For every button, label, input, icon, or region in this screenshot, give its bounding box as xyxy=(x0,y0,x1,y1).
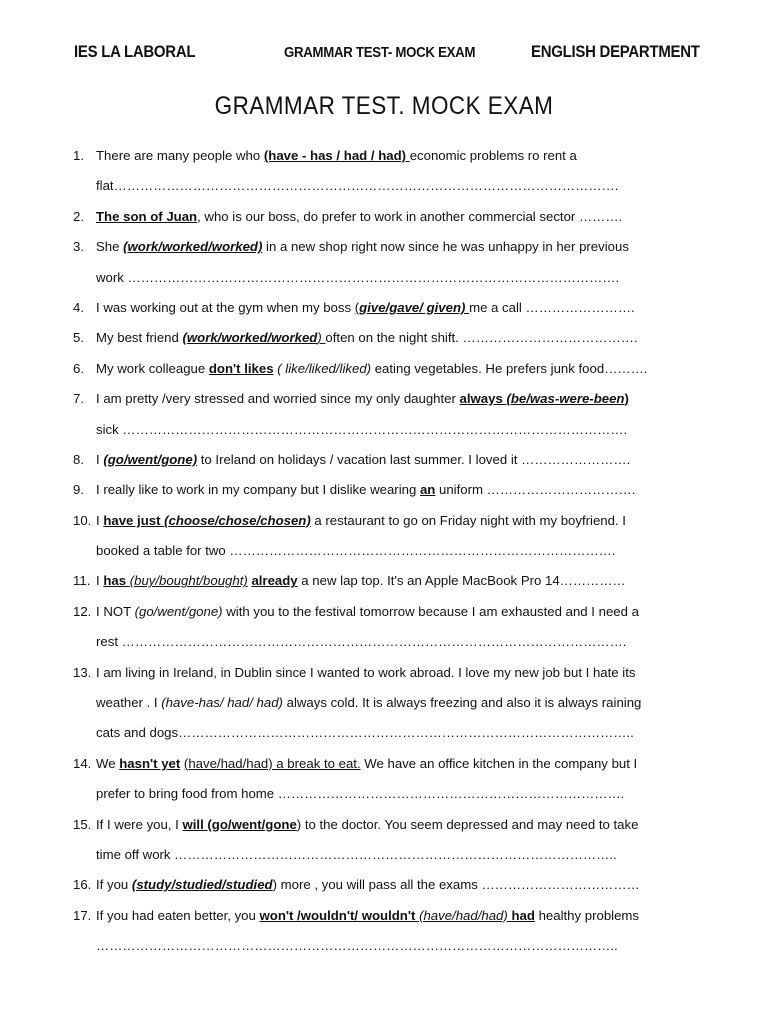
question-line xyxy=(0,448,768,478)
question-number: 15. xyxy=(73,816,92,832)
question-number: 1. xyxy=(73,148,84,163)
emphasized-text: won't /wouldn't/ wouldn't xyxy=(259,907,420,923)
text-segment: If you xyxy=(96,877,132,893)
question-text xyxy=(96,539,616,563)
question-text xyxy=(96,569,626,593)
question-line xyxy=(0,934,768,964)
question-line xyxy=(0,144,768,174)
text-segment: My best friend xyxy=(96,330,183,346)
question-item xyxy=(0,600,768,661)
text-segment: ) to the doctor. You seem depressed and may need to take xyxy=(296,816,639,832)
question-line xyxy=(0,782,768,812)
question-line xyxy=(0,478,768,508)
question-line xyxy=(0,661,768,691)
question-text xyxy=(96,873,640,897)
question-item xyxy=(0,357,768,387)
question-text xyxy=(96,691,641,715)
text-segment: prefer to bring food from home ……………………………………………………………………. xyxy=(96,786,625,802)
question-text xyxy=(96,630,626,654)
question-line xyxy=(0,235,768,265)
text-segment: I am pretty /very stressed and worried since my only daughter xyxy=(96,391,460,407)
text-segment: often on the night shift. …………………………………. xyxy=(325,330,638,346)
question-text xyxy=(96,418,627,442)
text-segment: I xyxy=(96,512,104,528)
question-number: 11. xyxy=(73,573,91,589)
emphasized-text: have just xyxy=(103,512,165,528)
question-number: 4. xyxy=(73,299,84,315)
question-text xyxy=(96,934,618,958)
question-line xyxy=(0,357,768,387)
emphasized-text: don't likes xyxy=(208,360,274,376)
text-segment: flat……………………………………………………………………………………………………. xyxy=(96,178,619,194)
question-text xyxy=(96,144,577,168)
emphasized-text: give/gave/ given) xyxy=(359,299,470,315)
question-text xyxy=(96,721,634,745)
emphasized-text: ( like/liked/liked) xyxy=(277,360,372,376)
text-segment: sick ……………………………………………………………………………………………………. xyxy=(96,421,628,437)
school-name: IES LA LABORAL xyxy=(74,42,196,61)
question-line xyxy=(0,630,768,660)
text-segment: uniform ……………………………. xyxy=(435,482,636,498)
question-line xyxy=(0,752,768,782)
question-line xyxy=(0,691,768,721)
text-segment: I xyxy=(96,451,104,467)
text-segment: with you to the festival tomorrow because I am exhausted and I need a xyxy=(222,603,639,619)
question-item xyxy=(0,478,768,508)
emphasized-text: (go/went/gone) xyxy=(134,603,223,619)
emphasized-text: (choose/chose/chosen) xyxy=(164,512,311,528)
question-item xyxy=(0,873,768,903)
question-item xyxy=(0,448,768,478)
emphasized-text: The son of Juan xyxy=(96,208,198,224)
text-segment: time off work ……………………………………………………………………………………….. xyxy=(96,846,617,862)
question-number: 7. xyxy=(73,391,84,407)
question-line xyxy=(0,813,768,843)
emphasized-text: (work/worked/worked) xyxy=(123,239,263,255)
question-line xyxy=(0,296,768,326)
question-line xyxy=(0,418,768,448)
text-segment: cats and dogs………………………………………………………………………………………….. xyxy=(96,725,634,741)
question-item xyxy=(0,296,768,326)
text-segment: rest ……………………………………………………………………………………………………. xyxy=(96,634,627,650)
text-segment: eating vegetables. He prefers junk food………. xyxy=(371,360,648,376)
question-number: 5. xyxy=(73,330,84,346)
question-item xyxy=(0,752,768,813)
text-segment: My work colleague xyxy=(96,360,209,376)
text-segment: always cold. It is always freezing and also it is always raining xyxy=(282,695,642,711)
question-item xyxy=(0,509,768,570)
question-number: 17. xyxy=(73,907,92,923)
text-segment: a new lap top. It's an Apple MacBook Pro 14…………… xyxy=(297,573,626,589)
emphasized-text: ) xyxy=(624,391,629,407)
question-line xyxy=(0,174,768,204)
question-number: 13. xyxy=(73,664,92,680)
emphasized-text: had xyxy=(511,907,535,923)
text-segment: I am living in Ireland, in Dublin since I wanted to work abroad. I love my new job but I hate its xyxy=(96,664,636,680)
question-line xyxy=(0,600,768,630)
emphasized-text: has xyxy=(103,573,130,589)
question-text xyxy=(96,904,639,928)
emphasized-text: (have/had/had) a break to eat. xyxy=(183,755,361,771)
text-segment: If I were you, I xyxy=(96,816,183,832)
text-segment: in a new shop right now since he was unhappy in her previous xyxy=(262,239,629,255)
question-line xyxy=(0,569,768,599)
question-text xyxy=(96,661,636,685)
question-text xyxy=(96,266,619,290)
question-text xyxy=(96,296,635,320)
question-item xyxy=(0,569,768,599)
text-segment: We xyxy=(96,755,120,771)
question-item xyxy=(0,144,768,205)
question-number: 9. xyxy=(73,482,84,498)
question-text xyxy=(96,235,629,259)
emphasized-text: an xyxy=(419,482,436,498)
question-number: 3. xyxy=(73,239,84,255)
question-number: 12. xyxy=(73,603,92,619)
question-text xyxy=(96,509,626,533)
question-number: 14. xyxy=(73,755,92,771)
header-exam-title: GRAMMAR TEST- MOCK EXAM xyxy=(284,44,476,61)
question-text xyxy=(96,600,639,624)
question-item xyxy=(0,235,768,296)
question-item xyxy=(0,813,768,874)
emphasized-text: (study/studied/studied xyxy=(131,877,273,893)
emphasized-text: will (go/went/gone xyxy=(182,816,297,832)
question-line xyxy=(0,266,768,296)
emphasized-text: (be/was-were-been xyxy=(506,391,625,407)
question-line xyxy=(0,904,768,934)
question-text xyxy=(96,843,617,867)
department-name: ENGLISH DEPARTMENT xyxy=(531,42,700,61)
emphasized-text: ) xyxy=(317,330,326,346)
page-title: GRAMMAR TEST. MOCK EXAM xyxy=(214,92,554,120)
question-text xyxy=(96,478,635,502)
question-item xyxy=(0,387,768,448)
emphasized-text: (have/had/had) xyxy=(419,907,512,923)
text-segment: She xyxy=(96,239,124,255)
text-segment: I xyxy=(96,573,104,589)
text-segment: me a call ……………………. xyxy=(469,299,635,315)
question-number: 2. xyxy=(73,208,84,224)
question-line xyxy=(0,326,768,356)
question-item xyxy=(0,205,768,235)
text-segment: We have an office kitchen in the company but I xyxy=(360,755,638,771)
question-item xyxy=(0,661,768,752)
text-segment: There are many people who xyxy=(96,148,264,163)
question-text xyxy=(96,752,637,776)
question-text xyxy=(96,205,622,229)
emphasized-text: (work/worked/worked xyxy=(182,330,318,346)
question-line xyxy=(0,539,768,569)
text-segment: I was working out at the gym when my boss xyxy=(96,299,355,315)
text-segment: work …………………………………………………………………………………………………. xyxy=(96,269,620,285)
emphasized-text: (have - has / had / had) xyxy=(263,148,410,163)
question-line xyxy=(0,509,768,539)
emphasized-text: hasn't yet xyxy=(119,755,181,771)
question-text xyxy=(96,782,624,806)
question-text xyxy=(96,357,647,381)
emphasized-text: (go/went/gone) xyxy=(103,451,198,467)
question-number: 10. xyxy=(73,512,92,528)
question-text xyxy=(96,326,638,350)
text-segment: booked a table for two ……………………………………………………………………………. xyxy=(96,543,616,559)
text-segment: I really like to work in my company but I dislike wearing xyxy=(96,482,420,498)
question-line xyxy=(0,873,768,903)
question-line xyxy=(0,721,768,751)
question-text xyxy=(96,448,630,472)
question-text xyxy=(96,387,629,411)
question-line xyxy=(0,843,768,873)
emphasized-text: always xyxy=(459,391,507,407)
question-list xyxy=(0,144,768,965)
question-text xyxy=(96,813,638,837)
question-number: 16. xyxy=(73,877,92,893)
emphasized-text: (buy/bought/bought) xyxy=(129,573,248,589)
text-segment: healthy problems xyxy=(534,907,639,923)
emphasized-text: already xyxy=(251,573,298,589)
text-segment: to Ireland on holidays / vacation last summer. I loved it ……………………. xyxy=(197,451,631,467)
emphasized-text: ( xyxy=(354,299,360,315)
question-line xyxy=(0,387,768,417)
question-item xyxy=(0,326,768,356)
text-segment: If you had eaten better, you xyxy=(96,907,260,923)
emphasized-text: (have-has/ had/ had) xyxy=(161,695,283,711)
text-segment: ) more , you will pass all the exams ……………………………… xyxy=(272,877,640,893)
text-segment: ……………………………………………………………………………………………………….. xyxy=(96,938,618,954)
question-item xyxy=(0,904,768,965)
question-number: 8. xyxy=(73,451,84,467)
question-number: 6. xyxy=(73,360,84,376)
text-segment: economic problems ro rent a xyxy=(409,148,577,163)
text-segment: , who is our boss, do prefer to work in another commercial sector ………. xyxy=(197,208,623,224)
text-segment: a restaurant to go on Friday night with my boyfriend. I xyxy=(310,512,626,528)
question-text xyxy=(96,174,618,198)
text-segment: I NOT xyxy=(96,603,135,619)
question-line xyxy=(0,205,768,235)
text-segment: weather . I xyxy=(96,695,162,711)
